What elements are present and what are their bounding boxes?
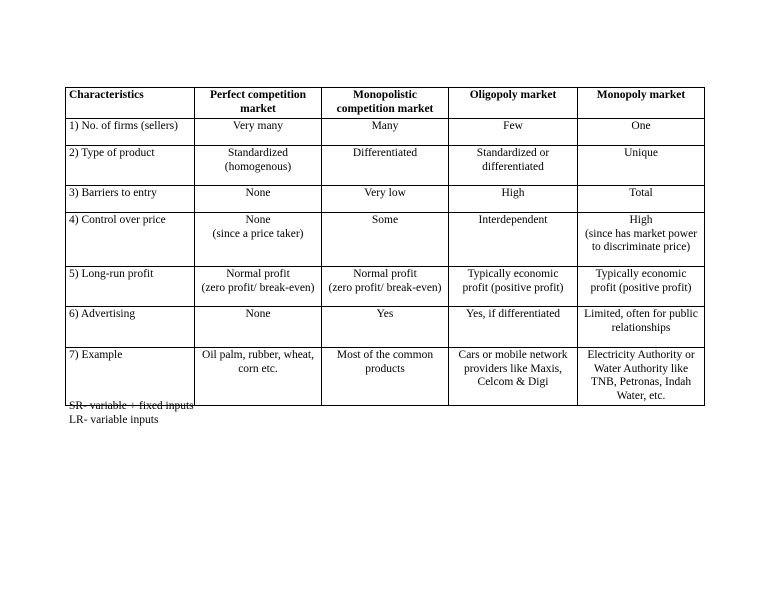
header-perfect-competition: Perfect competition market [195, 88, 322, 119]
table-cell: Normal profit (zero profit/ break-even) [322, 267, 449, 307]
table-row-barriers-to-entry [66, 186, 705, 213]
header-characteristics: Characteristics [66, 88, 195, 119]
table-cell: Standardized (homogenous) [195, 146, 322, 186]
header-monopolistic-competition: Monopolistic competition market [322, 88, 449, 119]
table-cell: Normal profit (zero profit/ break-even) [195, 267, 322, 307]
table-cell: Few [449, 119, 578, 146]
note-short-run: SR- variable + fixed inputs [69, 400, 194, 412]
table-cell: Unique [578, 146, 705, 186]
table-cell: Electricity Authority or Water Authority like TNB, Petronas, Indah Water, etc. [578, 348, 705, 406]
row-label: 6) Advertising [66, 307, 195, 348]
table-cell: Limited, often for public relationships [578, 307, 705, 348]
row-label: 2) Type of product [66, 146, 195, 186]
table-cell: Yes [322, 307, 449, 348]
table-row-control-over-price [66, 213, 705, 267]
table-cell: Typically economic profit (positive profit) [449, 267, 578, 307]
row-label: 5) Long-run profit [66, 267, 195, 307]
header-monopoly: Monopoly market [578, 88, 705, 119]
table-row-example [66, 348, 705, 406]
table-cell: Some [322, 213, 449, 267]
table-cell: Most of the common products [322, 348, 449, 406]
table-cell: Oil palm, rubber, wheat, corn etc. [195, 348, 322, 406]
table-row-advertising [66, 307, 705, 348]
table-cell: None (since a price taker) [195, 213, 322, 267]
row-label: 3) Barriers to entry [66, 186, 195, 213]
table-header-row [66, 88, 705, 119]
header-oligopoly: Oligopoly market [449, 88, 578, 119]
table-cell: Total [578, 186, 705, 213]
table-cell: Very low [322, 186, 449, 213]
table-row-type-of-product [66, 146, 705, 186]
table-cell: Differentiated [322, 146, 449, 186]
row-label: 1) No. of firms (sellers) [66, 119, 195, 146]
table-cell: None [195, 307, 322, 348]
row-label: 7) Example [66, 348, 195, 406]
table-cell: One [578, 119, 705, 146]
row-label: 4) Control over price [66, 213, 195, 267]
table-cell: Yes, if differentiated [449, 307, 578, 348]
table-row-number-of-firms [66, 119, 705, 146]
table-cell: None [195, 186, 322, 213]
table-row-long-run-profit [66, 267, 705, 307]
note-long-run: LR- variable inputs [69, 413, 159, 426]
table-cell: High (since has market power to discriminate price) [578, 213, 705, 267]
table-cell: Very many [195, 119, 322, 146]
table-cell: Interdependent [449, 213, 578, 267]
table-cell: High [449, 186, 578, 213]
table-cell: Many [322, 119, 449, 146]
table-cell: Cars or mobile network providers like Maxis, Celcom & Digi [449, 348, 578, 406]
market-structure-table [65, 87, 705, 406]
table-cell: Standardized or differentiated [449, 146, 578, 186]
table-cell: Typically economic profit (positive profit) [578, 267, 705, 307]
footnotes [69, 400, 194, 427]
